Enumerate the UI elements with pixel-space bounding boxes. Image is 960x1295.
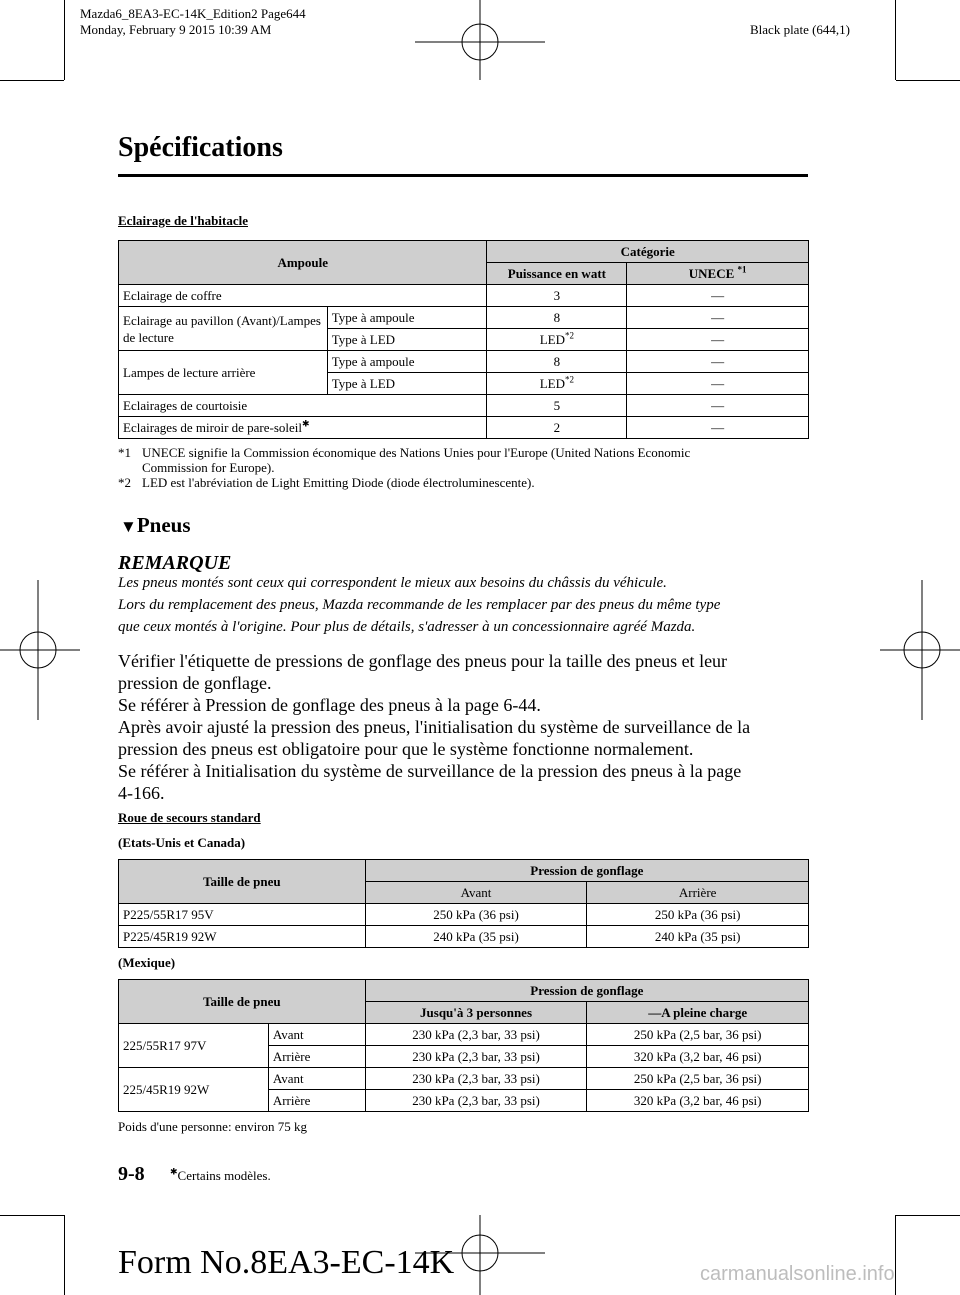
job-info (80, 6, 306, 38)
plate-info: Black plate (644,1) (750, 22, 850, 37)
form-number: Form No.8EA3-EC-14K (118, 1244, 455, 1281)
star-icon: ✱ (302, 418, 310, 429)
triangle-down-icon: ▼ (120, 517, 137, 536)
spare-subtitle: Roue de secours standard (118, 810, 261, 825)
table-row: Lampes de lecture arrière Type à ampoule 8 ― (119, 351, 809, 373)
crop-mark (0, 1215, 64, 1216)
us-label: (Etats-Unis et Canada) (118, 835, 246, 850)
crop-mark (896, 1215, 960, 1216)
section-title: Spécifications (118, 132, 283, 163)
body-line: pression de gonflage. (118, 673, 272, 693)
table-row: Type à LED LED$^{*2}$ ― (119, 329, 809, 351)
col-categorie: Catégorie (487, 241, 809, 263)
pneus-heading: ▼Pneus (120, 513, 191, 537)
table-row: Eclairage de coffre 3 ― (119, 285, 809, 307)
col-pression: Pression de gonflage (365, 980, 808, 1002)
table-row: Eclairage au pavillon (Avant)/Lampes de lecture Type à ampoule 8 ― (119, 307, 809, 329)
table-row: P225/45R19 92W 240 kPa (35 psi) 240 kPa (35 psi) (119, 926, 809, 948)
col-avant: Avant (365, 882, 587, 904)
body-line: Vérifier l'étiquette de pressions de gonflage des pneus pour la taille des pneus et leur (118, 651, 728, 671)
page-number: 9-8 (118, 1163, 145, 1185)
col-3-personnes: Jusqu'à 3 personnes (365, 1002, 587, 1024)
mx-pressure-table (118, 979, 809, 1112)
col-unece (627, 263, 809, 285)
table-row: P225/55R17 95V 250 kPa (36 psi) 250 kPa (36 psi) (119, 904, 809, 926)
table-row: Eclairages de courtoisie 5 ― (119, 395, 809, 417)
col-unece-label: UNECE (688, 265, 735, 281)
title-rule (118, 174, 808, 177)
interior-lighting-table (118, 240, 809, 439)
col-pression: Pression de gonflage (365, 860, 808, 882)
crop-mark (64, 0, 65, 80)
mx-label: (Mexique) (118, 955, 176, 970)
weight-note: Poids d'une personne: environ 75 kg (118, 1119, 308, 1134)
table-row: 225/45R19 92W Avant 230 kPa (2,3 bar, 33 psi) 250 kPa (2,5 bar, 36 psi) (119, 1068, 809, 1090)
remarque-line-2: Lors du remplacement des pneus, Mazda recommande de les remplacer par des pneus du même type (118, 597, 721, 613)
unece-sup: *1 (737, 264, 747, 275)
table-row: Eclairages de miroir de pare-soleil✱ 2 ― (119, 417, 809, 439)
col-taille: Taille de pneu (119, 860, 366, 904)
remarque-title: REMARQUE (118, 552, 232, 574)
watermark: carmanualsonline.info (700, 1263, 895, 1285)
registration-mark-top (415, 0, 545, 80)
table-row: Type à LED LED$^{*2}$ ― (119, 373, 809, 395)
star-icon: ✱ (170, 1166, 178, 1177)
crop-mark (895, 0, 896, 80)
col-puissance: Puissance en watt (487, 263, 627, 285)
job-line-1: Mazda6_8EA3-EC-14K_Edition2 Page644 (80, 6, 306, 21)
body-line: 4-166. (118, 783, 165, 803)
body-line: Se référer à Initialisation du système de surveillance de la pression des pneus à la page (118, 761, 742, 781)
footnotes: *1 UNECE signifie la Commission économique des Nations Unies pour l'Europe (United Nations Economic Commission for Europe). *2 LED est l'abréviation de Light Emitting Diode (diode électroluminescente). (118, 445, 691, 490)
models-note: ✱Certains modèles. (170, 1166, 271, 1183)
crop-mark (0, 80, 64, 81)
registration-mark-left (0, 580, 80, 720)
col-arriere: Arrière (587, 882, 809, 904)
crop-mark (895, 1215, 896, 1295)
us-pressure-table (118, 859, 809, 948)
crop-mark (896, 80, 960, 81)
interior-subtitle: Eclairage de l'habitacle (118, 213, 248, 228)
body-line: pression des pneus est obligatoire pour que le système fonctionne normalement. (118, 739, 694, 759)
col-ampoule: Ampoule (119, 241, 487, 285)
remarque-line-3: que ceux montés à l'origine. Pour plus de détails, s'adresser à un concessionnaire agréé Mazda. (118, 619, 696, 635)
body-line: Se référer à Pression de gonflage des pneus à la page 6-44. (118, 695, 541, 715)
remarque-line-1: Les pneus montés sont ceux qui correspondent le mieux aux besoins du châssis du véhicule. (118, 575, 667, 591)
table-row: Arrière 230 kPa (2,3 bar, 33 psi) 320 kPa (3,2 bar, 46 psi) (119, 1046, 809, 1068)
body-line: Après avoir ajusté la pression des pneus, l'initialisation du système de surveillance de la (118, 717, 751, 737)
table-row: 225/55R17 97V Avant 230 kPa (2,3 bar, 33 psi) 250 kPa (2,5 bar, 36 psi) (119, 1024, 809, 1046)
job-line-2: Monday, February 9 2015 10:39 AM (80, 22, 272, 37)
table-row: Arrière 230 kPa (2,3 bar, 33 psi) 320 kPa (3,2 bar, 46 psi) (119, 1090, 809, 1112)
col-taille: Taille de pneu (119, 980, 366, 1024)
crop-mark (64, 1215, 65, 1295)
registration-mark-right (880, 580, 960, 720)
col-pleine-charge: ―A pleine charge (587, 1002, 809, 1024)
